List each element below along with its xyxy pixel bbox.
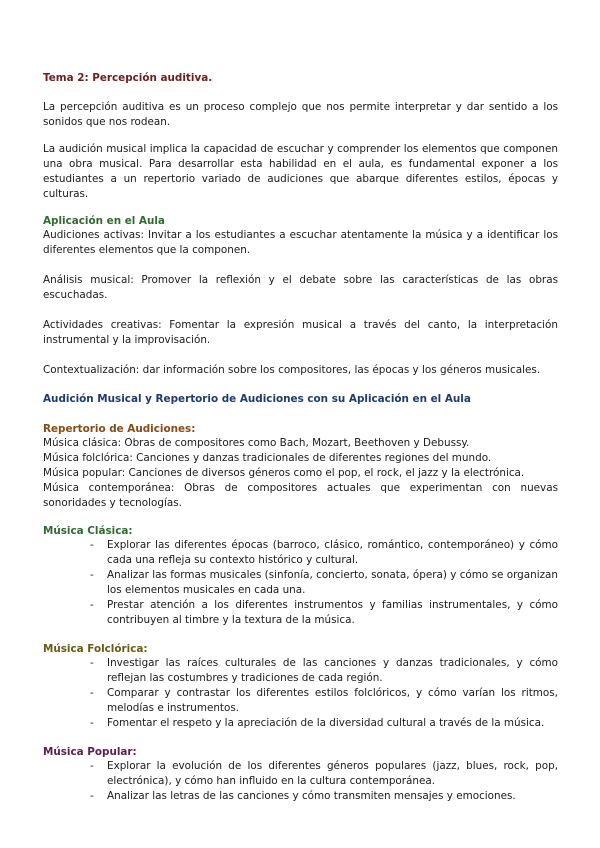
folclorica-list: [43, 656, 558, 731]
clasica-list: [43, 538, 558, 628]
repertorio-line-popular: Música popular: Canciones de diversos géneros como el pop, el rock, el jazz y la electrónica.: [43, 467, 525, 479]
list-item-text: Explorar la evolución de los diferentes géneros populares (jazz, blues, rock, pop, electrónica), y cómo han influido en la cultura contemporánea.: [107, 760, 558, 787]
repertorio-line-folclorica: Música folclórica: Canciones y danzas tradicionales de diferentes regiones del mundo.: [43, 452, 492, 464]
intro-paragraph-1: La percepción auditiva es un proceso complejo que nos permite interpretar y dar sentido a los sonidos que nos rodean.: [43, 101, 558, 128]
list-item: [43, 789, 558, 804]
bullet-dash: -: [90, 717, 94, 729]
aplicacion-item-audiciones: Audiciones activas: Invitar a los estudiantes a escuchar atentamente la música y a identificar los diferentes elementos que la componen.: [43, 229, 558, 256]
repertorio-line-contemporanea: Música contemporánea: Obras de compositores actuales que experimentan con nuevas sonoridades y tecnologías.: [43, 482, 558, 509]
repertorio-heading: Repertorio de Audiciones:: [43, 423, 196, 435]
clasica-heading: Música Clásica:: [43, 525, 133, 537]
repertorio-line-clasica: Música clásica: Obras de compositores como Bach, Mozart, Beethoven y Debussy.: [43, 437, 470, 449]
aplicacion-item-actividades: Actividades creativas: Fomentar la expresión musical a través del canto, la interpretación instrumental y la improvisación.: [43, 319, 558, 346]
aplicacion-item-contextualizacion: Contextualización: dar información sobre los compositores, las épocas y los géneros musicales.: [43, 364, 541, 376]
list-item: [43, 686, 558, 716]
section-heading: Audición Musical y Repertorio de Audiciones con su Aplicación en el Aula: [43, 393, 471, 405]
list-item-text: Analizar las formas musicales (sinfonía, concierto, sonata, ópera) y cómo se organizan los elementos musicales en cada una.: [107, 569, 558, 596]
list-item: [43, 598, 558, 628]
list-item-text: Fomentar el respeto y la apreciación de la diversidad cultural a través de la música.: [107, 717, 545, 729]
list-item: [43, 656, 558, 686]
list-item: [43, 538, 558, 568]
intro-paragraph-2: La audición musical implica la capacidad de escuchar y comprender los elementos que componen una obra musical. Para desarrollar esta habilidad en el aula, es fundamental exponer a los estudiantes a un repertorio variado de audiciones que abarque diferentes estilos, épocas y culturas.: [43, 143, 558, 200]
bullet-dash: -: [90, 657, 94, 669]
list-item-text: Investigar las raíces culturales de las canciones y danzas tradicionales, y cómo reflejan las costumbres y tradiciones de cada región.: [107, 657, 558, 684]
folclorica-heading: Música Folclórica:: [43, 643, 148, 655]
bullet-dash: -: [90, 599, 94, 611]
list-item-text: Comparar y contrastar los diferentes estilos folclóricos, y cómo varían los ritmos, melodías e instrumentos.: [107, 687, 558, 714]
bullet-dash: -: [90, 569, 94, 581]
popular-heading: Música Popular:: [43, 746, 137, 758]
list-item: [43, 568, 558, 598]
popular-list: [43, 759, 558, 804]
bullet-dash: -: [90, 790, 94, 802]
list-item-text: Prestar atención a los diferentes instrumentos y familias instrumentales, y cómo contribuyen al timbre y la textura de la música.: [107, 599, 558, 626]
list-item-text: Analizar las letras de las canciones y cómo transmiten mensajes y emociones.: [107, 790, 516, 802]
aplicacion-heading: Aplicación en el Aula: [43, 215, 165, 227]
document-content: [43, 71, 558, 804]
list-item: [43, 759, 558, 789]
document-title: Tema 2: Percepción auditiva.: [43, 72, 213, 84]
bullet-dash: -: [90, 687, 94, 699]
bullet-dash: -: [90, 539, 94, 551]
aplicacion-item-analisis: Análisis musical: Promover la reflexión y el debate sobre las características de las obras escuchadas.: [43, 274, 558, 301]
list-item: [43, 716, 558, 731]
bullet-dash: -: [90, 760, 94, 772]
list-item-text: Explorar las diferentes épocas (barroco, clásico, romántico, contemporáneo) y cómo cada una refleja su contexto histórico y cultural.: [107, 539, 558, 566]
